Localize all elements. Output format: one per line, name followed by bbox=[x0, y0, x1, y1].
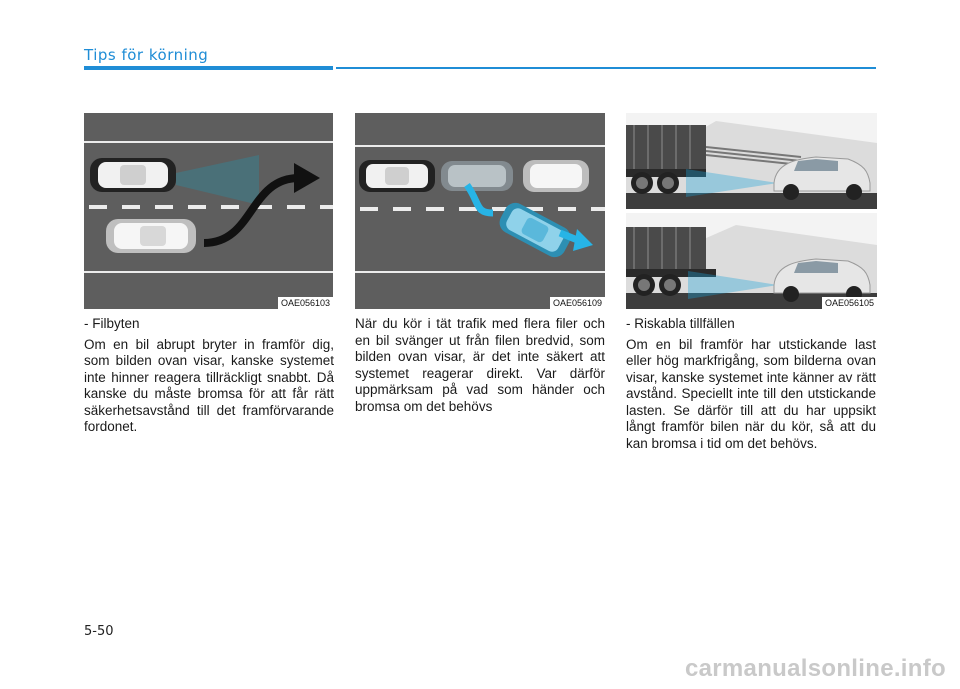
column-body: När du kör i tät trafik med flera filer och en bil svänger ut från filen bredvid, som bilden ovan visar, är det inte säkert att systemet reagerar direkt. Var därför uppmärksam på vad som händer och bromsa om det behövs bbox=[355, 316, 605, 414]
text-column-dense-traffic bbox=[355, 316, 605, 415]
figure-code: OAE056103 bbox=[278, 297, 333, 309]
figure-overhang bbox=[626, 113, 877, 309]
watermark: carmanualsonline.info bbox=[684, 655, 946, 682]
header-rule-thick bbox=[84, 66, 333, 70]
figure-lane-change bbox=[84, 113, 333, 309]
figure-code: OAE056109 bbox=[550, 297, 605, 309]
figure-dense-traffic bbox=[355, 113, 605, 309]
text-column-lane-change bbox=[84, 316, 334, 436]
column-body: Om en bil abrupt bryter in framför dig, som bilden ovan visar, kanske systemet inte hinner reagera tillräckligt snabbt. Då kanske du måste bromsa för att får rätt säkerhetsavstånd till det framförvarande fordonet. bbox=[84, 336, 334, 434]
column-body: Om en bil framför har utstickande last eller hög markfrigång, som bilderna ovan visar, kanske systemet inte känner av rätt avstånd. Speciellt inte till den utstickande lasten. Se därför till att du har uppsikt långt framför bilen när du kör, så att du kan bromsa i tid om det behövs. bbox=[626, 336, 876, 451]
header-rule-thin bbox=[336, 67, 876, 69]
column-heading: - Riskabla tillfällen bbox=[626, 316, 735, 331]
lane-change-illustration bbox=[84, 113, 333, 309]
section-title: Tips för körning bbox=[84, 46, 209, 64]
overhang-illustration bbox=[626, 113, 877, 309]
text-column-overhang bbox=[626, 316, 876, 452]
dense-traffic-illustration bbox=[355, 113, 605, 309]
page-number: 5-50 bbox=[84, 624, 114, 639]
column-heading: - Filbyten bbox=[84, 316, 140, 331]
figure-code: OAE056105 bbox=[822, 297, 877, 309]
